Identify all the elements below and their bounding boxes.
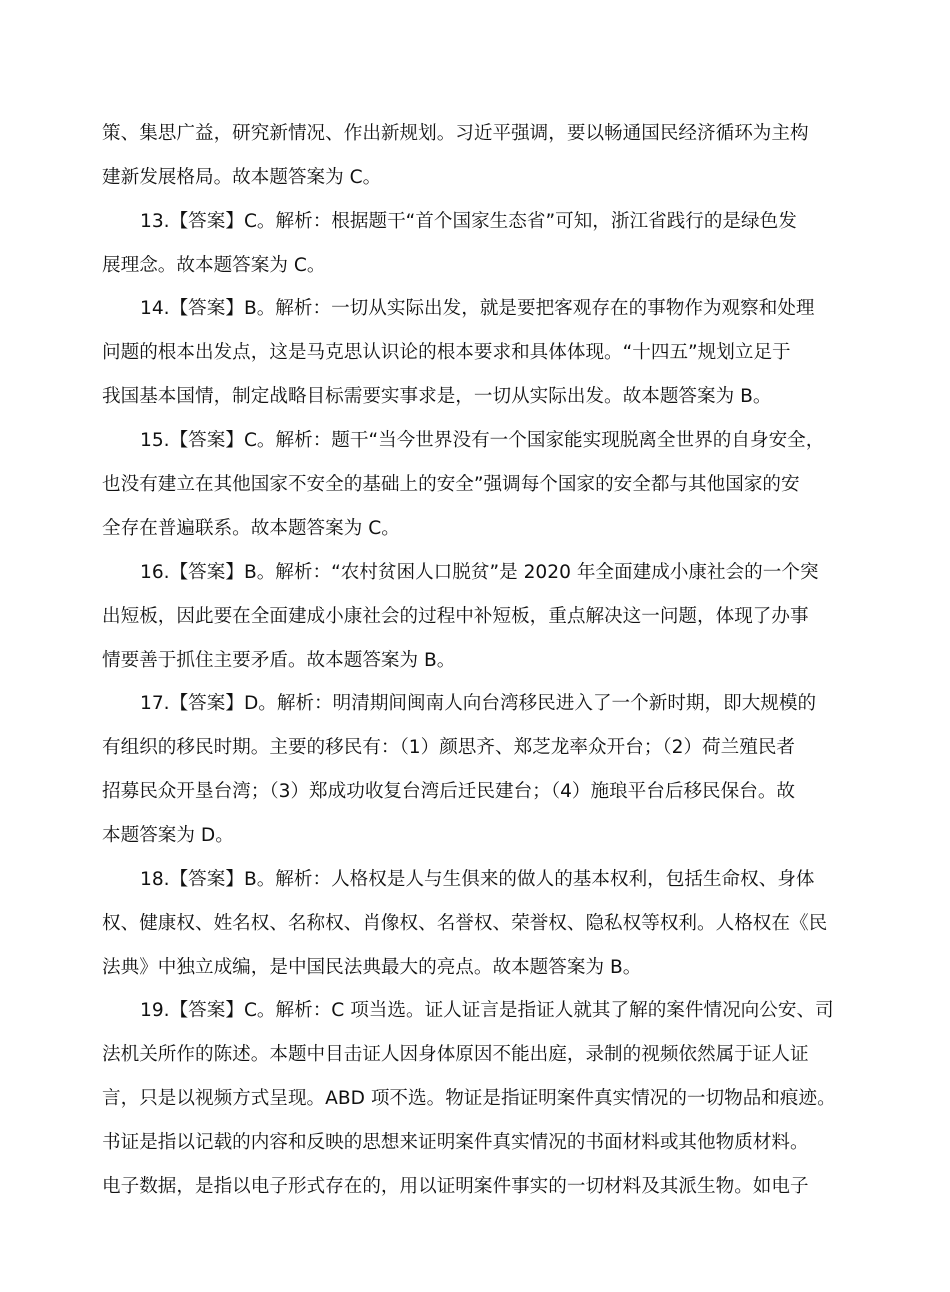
text-line: 法典》中独立成编，是中国民法典最大的亮点。故本题答案为 B。 [102, 957, 642, 978]
text-line: 权、健康权、姓名权、名称权、肖像权、名誉权、荣誉权、隐私权等权利。人格权在《民 [102, 913, 828, 934]
text-line: 14.【答案】B。解析：一切从实际出发，就是要把客观存在的事物作为观察和处理 [140, 298, 815, 319]
text-line: 也没有建立在其他国家不安全的基础上的安全”强调每个国家的安全都与其他国家的安 [102, 474, 800, 495]
text-line: 我国基本国情，制定战略目标需要实事求是，一切从实际出发。故本题答案为 B。 [102, 386, 772, 407]
text-line: 招募民众开垦台湾；（3）郑成功收复台湾后迁民建台；（4）施琅平台后移民保台。故 [102, 781, 796, 802]
text-line: 13.【答案】C。解析：根据题干“首个国家生态省”可知，浙江省践行的是绿色发 [140, 211, 797, 232]
text-line: 16.【答案】B。解析：“农村贫困人口脱贫”是 2020 年全面建成小康社会的一个突 [140, 562, 819, 583]
text-line: 电子数据，是指以电子形式存在的，用以证明案件事实的一切材料及其派生物。如电子 [102, 1176, 809, 1197]
text-line: 19.【答案】C。解析：C 项当选。证人证言是指证人就其了解的案件情况向公安、司 [140, 1000, 834, 1021]
text-line: 策、集思广益，研究新情况、作出新规划。习近平强调，要以畅通国民经济循环为主构 [102, 123, 809, 144]
text-line: 出短板，因此要在全面建成小康社会的过程中补短板，重点解决这一问题，体现了办事 [102, 606, 809, 627]
text-line: 建新发展格局。故本题答案为 C。 [102, 167, 382, 188]
text-line: 18.【答案】B。解析：人格权是人与生俱来的做人的基本权利，包括生命权、身体 [140, 869, 815, 890]
text-line: 15.【答案】C。解析：题干“当今世界没有一个国家能实现脱离全世界的自身安全， [140, 430, 825, 451]
text-line: 言，只是以视频方式呈现。ABD 项不选。物证是指证明案件真实情况的一切物品和痕迹。 [102, 1088, 836, 1109]
text-line: 全存在普遍联系。故本题答案为 C。 [102, 518, 400, 539]
text-line: 17.【答案】D。解析：明清期间闽南人向台湾移民进入了一个新时期，即大规模的 [140, 693, 817, 714]
text-line: 有组织的移民时期。主要的移民有：（1）颜思齐、郑芝龙率众开台；（2）荷兰殖民者 [102, 737, 796, 758]
text-line: 问题的根本出发点，这是马克思认识论的根本要求和具体体现。“十四五”规划立足于 [102, 342, 791, 363]
text-line: 展理念。故本题答案为 C。 [102, 255, 326, 276]
text-line: 情要善于抓住主要矛盾。故本题答案为 B。 [102, 650, 456, 671]
text-line: 书证是指以记载的内容和反映的思想来证明案件真实情况的书面材料或其他物质材料。 [102, 1132, 809, 1153]
text-line: 本题答案为 D。 [102, 825, 234, 846]
text-line: 法机关所作的陈述。本题中目击证人因身体原因不能出庭，录制的视频依然属于证人证 [102, 1044, 809, 1065]
